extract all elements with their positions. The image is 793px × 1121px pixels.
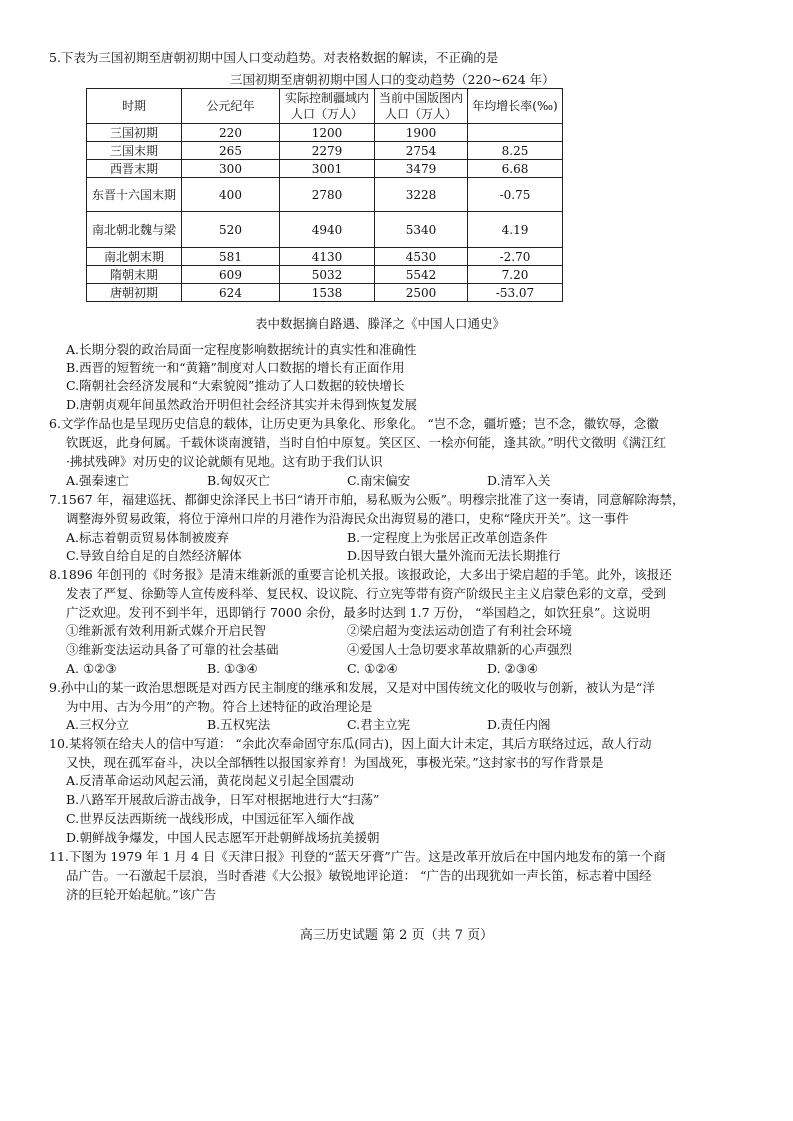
cell-growth-rate: 4.19 bbox=[468, 212, 563, 248]
cell-modern-pop: 2500 bbox=[375, 284, 468, 302]
q7-option-c: C.导致自给自足的自然经济解体 bbox=[66, 548, 242, 563]
cell-territory-pop: 4130 bbox=[280, 248, 375, 266]
q9-stem-line1: 9.孙中山的某一政治思想既是对西方民主制度的继承和发展，又是对中国传统文化的吸收与创新，被认为是“洋 bbox=[49, 680, 655, 695]
cell-modern-pop: 3479 bbox=[375, 160, 468, 178]
q7-option-a: A.标志着朝贡贸易体制被废弃 bbox=[66, 530, 230, 545]
header-growth-rate: 年均增长率(‰) bbox=[468, 89, 563, 124]
q11-stem-line2: 品广告。一石激起千层浪，当时香港《大公报》敏锐地评论道： “广告的出现犹如一声长笛，标志着中国经 bbox=[66, 868, 652, 883]
cell-modern-pop: 3228 bbox=[375, 178, 468, 212]
q10-option-c: C.世界反法西斯统一战线形成，中国远征军入缅作战 bbox=[66, 811, 355, 826]
q7-option-b: B.一定程度上为张居正改革创造条件 bbox=[347, 530, 548, 545]
q5-option-b: B.西晋的短暂统一和“黄籍”制度对人口数据的增长有正面作用 bbox=[66, 360, 405, 375]
q9-option-d: D.责任内阁 bbox=[487, 717, 551, 732]
q5-option-d: D.唐朝贞观年间虽然政治开明但社会经济其实并未得到恢复发展 bbox=[66, 397, 418, 412]
q8-statement-3: ③维新变法运动具备了可靠的社会基础 bbox=[66, 642, 279, 657]
q8-option-d: D. ②③④ bbox=[487, 661, 539, 676]
cell-modern-pop: 5542 bbox=[375, 266, 468, 284]
cell-period: 南北朝末期 bbox=[87, 248, 182, 266]
cell-growth-rate: 8.25 bbox=[468, 142, 563, 160]
q6-stem-line1: 6.文学作品也是呈现历史信息的载体，让历史更为具象化、形象化。 “岂不念，疆圻蹙；岂不念，徽钦辱，念徽 bbox=[49, 416, 659, 431]
q6-option-a: A.强秦速亡 bbox=[66, 473, 130, 488]
q7-option-d: D.因导致白银大量外流而无法长期推行 bbox=[347, 548, 561, 563]
q8-option-b: B. ①③④ bbox=[207, 661, 258, 676]
q8-statement-4: ④爱国人士急切要求革故鼎新的心声强烈 bbox=[347, 642, 573, 657]
cell-growth-rate: 7.20 bbox=[468, 266, 563, 284]
q11-stem-line1: 11.下图为 1979 年 1 月 4 日《天津日报》刊登的“蓝天牙膏”广告。这是改革开放后在中国内地发布的第一个商 bbox=[49, 849, 666, 864]
q9-option-b: B.五权宪法 bbox=[207, 717, 271, 732]
q8-stem-line3: 广泛欢迎。发刊不到半年，迅即销行 7000 余份，最多时达到 1.7 万份， “举国趋之，如饮狂泉”。这说明 bbox=[66, 605, 651, 620]
q10-stem-line1: 10.某将领在给夫人的信中写道： “余此次奉命固守东瓜(同古)，因上面大计未定，其后方联络过远，敌人行动 bbox=[49, 736, 652, 751]
header-territory-pop: 实际控制疆域内人口（万人） bbox=[280, 89, 375, 124]
cell-year: 609 bbox=[182, 266, 280, 284]
table-row bbox=[87, 266, 563, 284]
q8-stem-line2: 发表了严复、徐勤等人宣传废科举、复民权、设议院、行立宪等带有资产阶级民主主义启蒙色彩的文章，受到 bbox=[66, 586, 667, 601]
header-period: 时期 bbox=[87, 89, 182, 124]
cell-modern-pop: 4530 bbox=[375, 248, 468, 266]
q7-stem-line1: 7.1567 年，福建巡抚、都御史涂泽民上书曰“请开市舶，易私贩为公贩”。明穆宗批准了这一奏请，同意解除海禁， bbox=[49, 492, 685, 507]
table-row bbox=[87, 248, 563, 266]
q7-stem-line2: 调整海外贸易政策，将位于漳州口岸的月港作为沿海民众出海贸易的港口，史称“隆庆开关”。这一事件 bbox=[66, 511, 629, 526]
cell-territory-pop: 3001 bbox=[280, 160, 375, 178]
cell-growth-rate bbox=[468, 124, 563, 142]
cell-year: 520 bbox=[182, 212, 280, 248]
cell-modern-pop: 5340 bbox=[375, 212, 468, 248]
header-modern-pop: 当前中国版图内人口（万人） bbox=[375, 89, 468, 124]
table-source-note: 表中数据摘自路遇、滕泽之《中国人口通史》 bbox=[255, 316, 506, 331]
table-row bbox=[87, 284, 563, 302]
q10-option-d: D.朝鲜战争爆发，中国人民志愿军开赴朝鲜战场抗美援朝 bbox=[66, 830, 380, 845]
q5-stem: 5.下表为三国初期至唐朝初期中国人口变动趋势。对表格数据的解读，不正确的是 bbox=[49, 50, 499, 65]
cell-territory-pop: 5032 bbox=[280, 266, 375, 284]
q5-table-title: 三国初期至唐朝初期中国人口的变动趋势（220~624 年） bbox=[230, 72, 555, 87]
cell-territory-pop: 1538 bbox=[280, 284, 375, 302]
cell-modern-pop: 1900 bbox=[375, 124, 468, 142]
page-footer: 高三历史试题 第 2 页（共 7 页） bbox=[299, 928, 494, 943]
cell-period: 南北朝北魏与梁 bbox=[87, 212, 182, 248]
table-row bbox=[87, 212, 563, 248]
q9-option-c: C.君主立宪 bbox=[347, 717, 411, 732]
table-row bbox=[87, 160, 563, 178]
q5-option-c: C.隋朝社会经济发展和“大索貌阅”推动了人口数据的较快增长 bbox=[66, 378, 405, 393]
table-row bbox=[87, 142, 563, 160]
cell-territory-pop: 1200 bbox=[280, 124, 375, 142]
header-year: 公元纪年 bbox=[182, 89, 280, 124]
cell-period: 三国初期 bbox=[87, 124, 182, 142]
cell-growth-rate: -53.07 bbox=[468, 284, 563, 302]
cell-territory-pop: 2780 bbox=[280, 178, 375, 212]
population-table bbox=[86, 88, 563, 302]
q10-option-a: A.反清革命运动风起云涌，黄花岗起义引起全国震动 bbox=[66, 773, 355, 788]
q8-statement-1: ①维新派有效利用新式媒介开启民智 bbox=[66, 623, 267, 638]
q10-option-b: B.八路军开展敌后游击战争，日军对根据地进行大“扫荡” bbox=[66, 792, 380, 807]
q6-option-d: D.清军入关 bbox=[487, 473, 551, 488]
q9-stem-line2: 为中用、古为今用”的产物。符合上述特征的政治理论是 bbox=[66, 699, 373, 714]
cell-year: 400 bbox=[182, 178, 280, 212]
cell-growth-rate: -2.70 bbox=[468, 248, 563, 266]
q10-stem-line2: 又快，现在孤军奋斗，决以全部牺牲以报国家养育！为国战死，事极光荣。”这封家书的写作背景是 bbox=[66, 755, 604, 770]
cell-year: 300 bbox=[182, 160, 280, 178]
cell-territory-pop: 2279 bbox=[280, 142, 375, 160]
cell-period: 三国末期 bbox=[87, 142, 182, 160]
q6-stem-line2: 钦既返，此身何属。千载休谈南渡错，当时自怕中原复。笑区区、一桧亦何能，逢其欲。”明代文徵明《满江红 bbox=[66, 435, 667, 450]
cell-year: 265 bbox=[182, 142, 280, 160]
cell-modern-pop: 2754 bbox=[375, 142, 468, 160]
q8-stem-line1: 8.1896 年创刊的《时务报》是清末维新派的重要言论机关报。该报政论，大多出于梁启超的手笔。此外，该报还 bbox=[49, 567, 672, 582]
q9-option-a: A.三权分立 bbox=[66, 717, 130, 732]
q6-option-c: C.南宋偏安 bbox=[347, 473, 411, 488]
q6-option-b: B.匈奴灭亡 bbox=[207, 473, 271, 488]
cell-period: 隋朝末期 bbox=[87, 266, 182, 284]
cell-growth-rate: 6.68 bbox=[468, 160, 563, 178]
q8-statement-2: ②梁启超为变法运动创造了有利社会环境 bbox=[347, 623, 573, 638]
q8-option-c: C. ①②④ bbox=[347, 661, 398, 676]
cell-period: 东晋十六国末期 bbox=[87, 178, 182, 212]
q5-option-a: A.长期分裂的政治局面一定程度影响数据统计的真实性和准确性 bbox=[66, 342, 417, 357]
cell-year: 220 bbox=[182, 124, 280, 142]
cell-territory-pop: 4940 bbox=[280, 212, 375, 248]
cell-growth-rate: -0.75 bbox=[468, 178, 563, 212]
cell-year: 581 bbox=[182, 248, 280, 266]
cell-period: 西晋末期 bbox=[87, 160, 182, 178]
table-row bbox=[87, 124, 563, 142]
cell-year: 624 bbox=[182, 284, 280, 302]
cell-period: 唐朝初期 bbox=[87, 284, 182, 302]
q8-option-a: A. ①②③ bbox=[66, 661, 117, 676]
q11-stem-line3: 济的巨轮开始起航。”该广告 bbox=[66, 887, 217, 902]
table-row bbox=[87, 178, 563, 212]
q6-stem-line3: ·拂拭残碑》对历史的议论就颇有见地。这有助于我们认识 bbox=[66, 454, 383, 469]
table-header-row bbox=[87, 89, 563, 124]
